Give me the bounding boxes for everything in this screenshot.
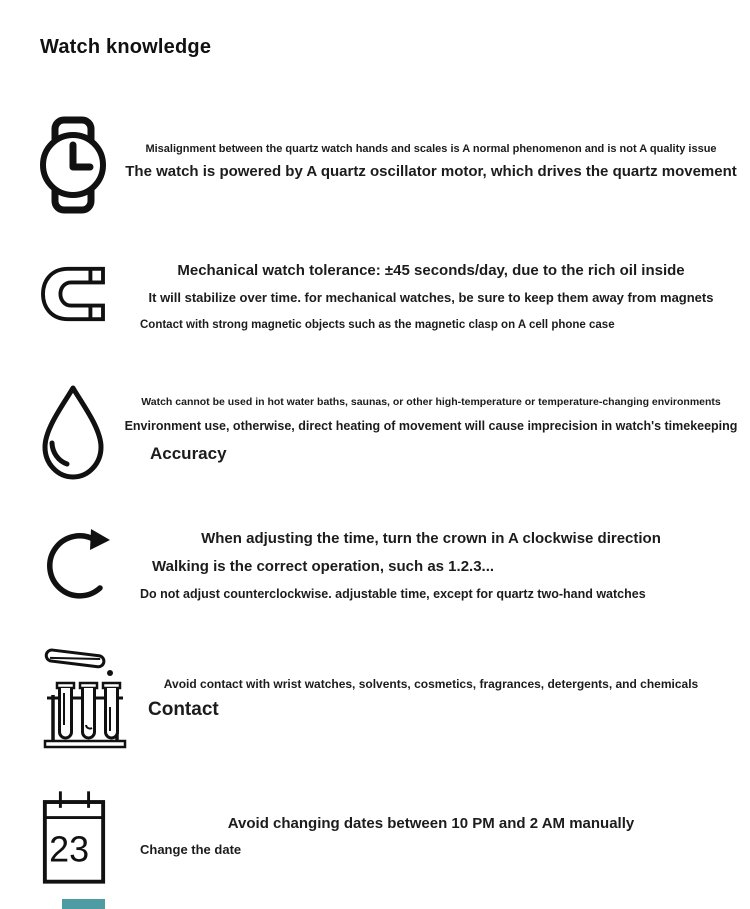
note-hot-water: Watch cannot be used in hot water baths, saunas, or other high-temperature or temperature-changing environments	[141, 396, 721, 408]
page-title: Watch knowledge	[40, 36, 212, 58]
footer-accent-bar	[62, 899, 105, 909]
section-magnetism	[38, 258, 722, 343]
section-change-date	[38, 788, 722, 888]
note-quartz-motor: The watch is powered by A quartz oscillator motor, which drives the quartz movement	[125, 162, 737, 180]
note-avoid-date-change: Avoid changing dates between 10 PM and 2 AM manually	[227, 815, 635, 832]
wristwatch-icon	[38, 115, 108, 215]
note-clockwise: When adjusting the time, turn the crown in A clockwise direction	[201, 530, 661, 547]
section-chemicals	[38, 645, 722, 750]
note-walking: Walking is the correct operation, such as 1.2.3...	[152, 557, 495, 575]
calendar-day-number: 23	[49, 828, 90, 870]
note-magnetic-objects: Contact with strong magnetic objects such as the magnetic clasp on A cell phone case	[140, 319, 615, 331]
note-tolerance: Mechanical watch tolerance: ±45 seconds/day, due to the rich oil inside	[177, 262, 685, 279]
label-accuracy: Accuracy	[150, 443, 227, 463]
clockwise-arrow-icon	[38, 525, 122, 599]
note-avoid-chemicals: Avoid contact with wrist watches, solvents, cosmetics, fragrances, detergents, and chemicals	[163, 677, 699, 691]
label-contact: Contact	[148, 699, 219, 720]
section-quartz-movement	[38, 115, 737, 220]
test-tubes-icon	[38, 645, 130, 749]
calendar-icon	[40, 788, 108, 886]
water-drop-icon	[38, 384, 108, 480]
note-counterclockwise: Do not adjust counterclockwise. adjustable time, except for quartz two-hand watches	[140, 586, 646, 601]
section-accuracy	[38, 384, 738, 484]
note-stabilize: It will stabilize over time. for mechanical watches, be sure to keep them away from magnets	[148, 289, 714, 305]
section-adjust-time	[38, 520, 722, 605]
magnet-icon	[38, 264, 108, 324]
note-environment: Environment use, otherwise, direct heating of movement will cause imprecision in watch's timekeeping	[124, 419, 738, 434]
label-change-date: Change the date	[140, 841, 242, 857]
note-misalignment: Misalignment between the quartz watch hands and scales is A normal phenomenon and is not A quality issue	[145, 143, 717, 155]
